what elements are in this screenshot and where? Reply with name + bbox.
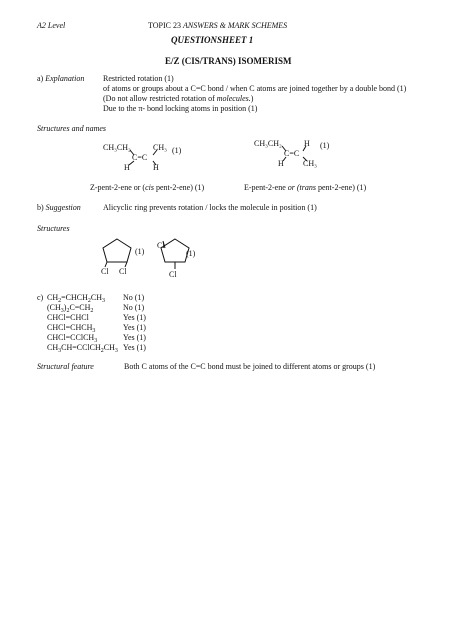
z-bond-top-right xyxy=(153,150,157,155)
e-bond-top-right xyxy=(303,146,306,151)
part-a-label xyxy=(37,74,84,84)
e-bonds xyxy=(276,144,316,164)
answer-2: No (1) xyxy=(123,303,145,312)
e-h-bottom-label: H xyxy=(278,159,284,168)
cyclopentane-1-ring xyxy=(103,239,131,262)
z-h-left-label: H xyxy=(124,163,130,172)
z-bond-bottom-right xyxy=(153,161,156,165)
z-name-pre: Z-pent-2-ene or ( xyxy=(90,183,146,192)
compound-6: $CH_3CH=CClCH_2CH_3$ xyxy=(47,343,118,354)
compound-3: CHCl=CHCl xyxy=(47,313,89,322)
e-ethyl-label: CH₃CH₂ xyxy=(254,139,282,148)
z-bonds xyxy=(120,148,166,168)
cyclopentane-2-cl-bottom: Cl xyxy=(169,270,177,279)
z-methyl-label: CH₃ xyxy=(153,143,167,152)
cyclopentane-2-ring xyxy=(161,239,189,262)
z-bond-bottom-left xyxy=(129,161,134,165)
compound-2: $(CH_3)_2C=CH_2$ xyxy=(47,303,94,314)
compound-5: CHCl=CClCH$_3$ xyxy=(47,333,98,344)
e-bond-bottom-left xyxy=(283,157,286,161)
compound-1: $CH_2=CHCH_2CH_3$ xyxy=(47,293,105,304)
answer-1: No (1) xyxy=(123,293,145,302)
answer-3: Yes (1) xyxy=(123,313,146,322)
structural-feature-text: Both C atoms of the C=C bond must be joined to different atoms or groups (1) xyxy=(124,362,376,371)
part-b-label xyxy=(37,203,81,213)
part-b-heading: Suggestion xyxy=(45,203,81,212)
cyclopentane-2-cl-top: Cl xyxy=(157,241,165,250)
answer-4: Yes (1) xyxy=(123,323,146,332)
e-bond-bottom-right xyxy=(303,157,307,161)
z-h-right-label: H xyxy=(153,163,159,172)
part-b-mark-1: (1) xyxy=(135,247,145,256)
e-name-post: pent-2-ene) (1) xyxy=(316,183,367,192)
part-b-mark-2: (1) xyxy=(186,249,196,258)
part-a-structures-heading: Structures and names xyxy=(37,124,107,133)
part-a-line-4: Due to the π- bond locking atoms in position (1) xyxy=(103,104,258,113)
z-name-post: pent-2-ene) (1) xyxy=(153,183,205,192)
part-b-letter: b) xyxy=(37,203,44,212)
topic-number: TOPIC 23 xyxy=(148,21,181,30)
part-b-structures-heading: Structures xyxy=(37,224,70,233)
part-a-line-1: Restricted rotation (1) xyxy=(103,74,174,83)
part-a-letter: a) xyxy=(37,74,44,83)
z-name-em: cis xyxy=(145,183,154,192)
page-title: E/Z (CIS/TRANS) ISOMERISM xyxy=(165,56,292,66)
e-bond-top-left xyxy=(282,146,286,151)
z-name xyxy=(90,183,204,193)
compound-4: $CHCl=CHCH_3$ xyxy=(47,323,96,334)
e-name-pre: E-pent-2-ene xyxy=(244,183,288,192)
cyclopentane-1-cl-left: Cl xyxy=(101,267,109,276)
e-mark: (1) xyxy=(320,141,330,150)
part-c-letter: c) xyxy=(37,293,44,302)
sheet-title: QUESTIONSHEET 1 xyxy=(171,35,254,45)
e-name xyxy=(244,183,366,193)
part-a-heading: Explanation xyxy=(45,74,85,83)
z-mark: (1) xyxy=(172,146,182,155)
topic-subtitle: ANSWERS & MARK SCHEMES xyxy=(182,21,288,30)
z-bond-top-left xyxy=(130,150,134,155)
answer-6: Yes (1) xyxy=(123,343,146,352)
cyclopentane-1-drawing xyxy=(96,236,138,268)
e-methyl-label: CH₃ xyxy=(303,159,317,168)
part-a-line-2: of atoms or groups about a C=C bond / when C atoms are joined together by a double bond (1) xyxy=(103,84,407,93)
part-a-line-3-pre: (Do not allow restricted rotation of xyxy=(103,94,217,103)
e-h-top-label: H xyxy=(304,139,310,148)
answer-5: Yes (1) xyxy=(123,333,146,342)
e-name-em: or (trans xyxy=(287,183,316,192)
cyclopentane-1-cl-right: Cl xyxy=(119,267,127,276)
e-double-bond-label: C=C xyxy=(284,149,300,158)
level-label: A2 Level xyxy=(37,21,66,30)
part-b-text: Alicyclic ring prevents rotation / locks the molecule in position (1) xyxy=(103,203,317,212)
part-a-line-3-em: molecules. xyxy=(216,94,251,103)
part-a-line-3 xyxy=(103,94,253,104)
z-double-bond-label: C=C xyxy=(132,153,148,162)
part-a-line-3-post: ) xyxy=(250,94,254,103)
topic-label xyxy=(148,21,287,31)
z-ethyl-label: CH₃CH₂ xyxy=(103,143,131,152)
structural-feature-heading: Structural feature xyxy=(37,362,94,371)
